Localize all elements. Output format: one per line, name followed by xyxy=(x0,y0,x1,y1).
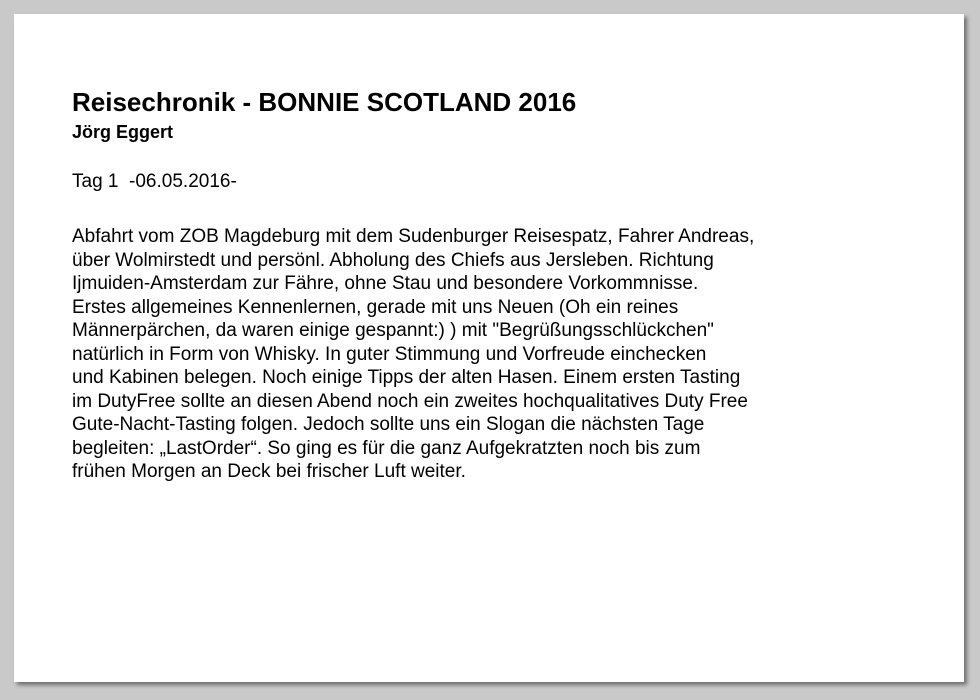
body-line: Gute-Nacht-Tasting folgen. Jedoch sollte uns ein Slogan die nächsten Tage xyxy=(72,414,705,435)
body-paragraph xyxy=(72,225,952,484)
body-line: natürlich in Form von Whisky. In guter Stimmung und Vorfreude einchecken xyxy=(72,343,707,365)
body-line: frühen Morgen an Deck bei frischer Luft weiter. xyxy=(72,461,466,482)
document-content xyxy=(72,86,952,484)
document-page xyxy=(14,14,964,682)
body-line: und Kabinen belegen. Noch einige Tipps der alten Hasen. Einem ersten Tasting xyxy=(72,367,741,388)
body-line: Erstes allgemeines Kennenlernen, gerade mit uns Neuen (Oh ein reines xyxy=(72,296,679,318)
body-line: Abfahrt vom ZOB Magdeburg mit dem Sudenburger Reisespatz, Fahrer Andreas, xyxy=(72,226,755,247)
author-name: Jörg Eggert xyxy=(72,122,174,142)
day-heading: Tag 1 -06.05.2016- xyxy=(72,171,237,192)
body-line: über Wolmirstedt und persönl. Abholung des Chiefs aus Jersleben. Richtung xyxy=(72,249,714,271)
document-title: Reisechronik - BONNIE SCOTLAND 2016 xyxy=(72,87,577,117)
body-line: begleiten: „LastOrder“. So ging es für die ganz Aufgekratzten noch bis zum xyxy=(72,437,701,459)
body-line: im DutyFree sollte an diesen Abend noch ein zweites hochqualitatives Duty Free xyxy=(72,390,748,412)
body-line: Ijmuiden-Amsterdam zur Fähre, ohne Stau und besondere Vorkommnisse. xyxy=(72,273,699,294)
body-line: Männerpärchen, da waren einige gespannt:) ) mit "Begrüßungsschlückchen" xyxy=(72,320,714,341)
